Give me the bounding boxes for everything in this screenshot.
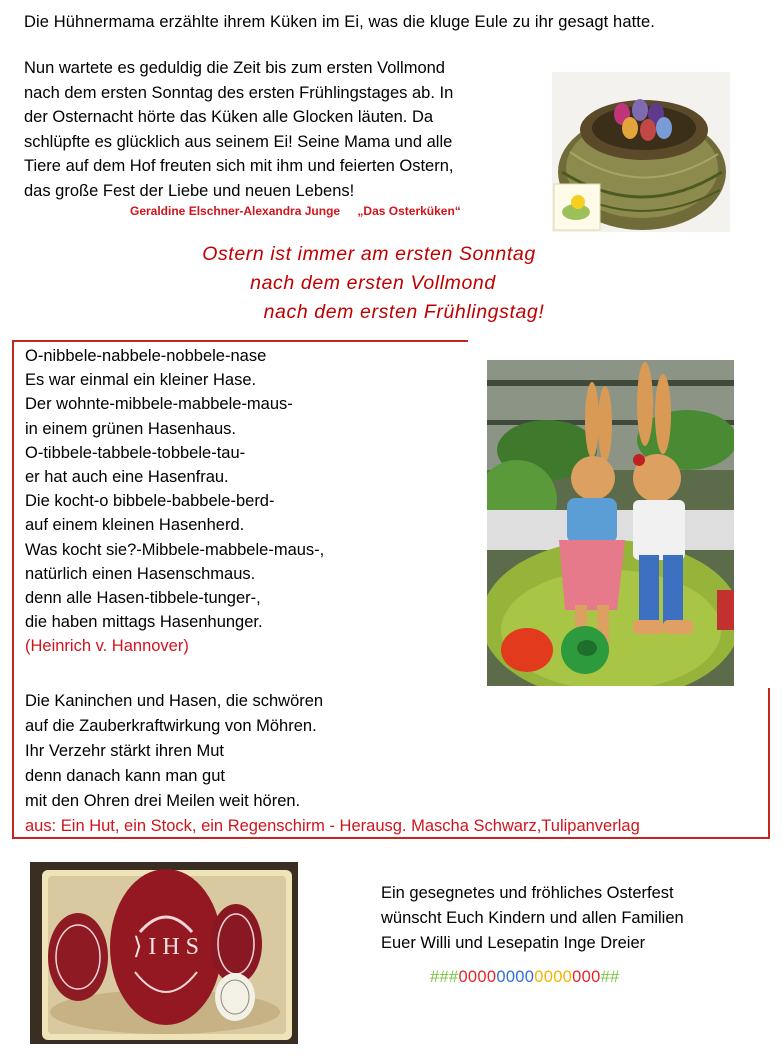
- decorated-eggs-photo: [30, 862, 298, 1044]
- easter-nest-photo: [552, 72, 730, 232]
- svg-text:⟩ I H S: ⟩ I H S: [132, 934, 200, 960]
- story-line: das große Fest der Liebe und neuen Lebens!: [24, 181, 355, 200]
- code-segment: 0000: [534, 968, 573, 986]
- colored-code-line: [430, 968, 620, 987]
- poem-line: er hat auch eine Hasenfrau.: [25, 468, 229, 487]
- greeting-line: wünscht Euch Kindern und allen Familien: [381, 909, 684, 927]
- story-line: Tiere auf dem Hof freuten sich mit ihm und feierten Ostern,: [24, 157, 454, 175]
- story-line: nach dem ersten Sonntag des ersten Frühlingstages ab. In: [24, 83, 454, 102]
- poem-line: die haben mittags Hasenhunger.: [25, 613, 263, 632]
- code-segment: ##: [600, 968, 620, 986]
- story-line: der Osternacht hörte das Küken alle Glocken läuten. Da: [24, 108, 434, 126]
- easter-rule-line: nach dem ersten Frühlingstag!: [263, 301, 545, 323]
- story-credit-author: Geraldine Elschner-Alexandra Junge: [130, 204, 341, 218]
- poem-line: denn alle Hasen-tibbele-tunger-,: [25, 589, 261, 608]
- poem-source: aus: Ein Hut, ein Stock, ein Regenschirm - Herausg. Mascha Schwarz,Tulipanverlag: [25, 817, 640, 835]
- poem-line: Es war einmal ein kleiner Hase.: [25, 371, 257, 390]
- poem-frame-top: [12, 340, 468, 342]
- poem-line: auf einem kleinen Hasenherd.: [25, 516, 245, 535]
- poem-frame-left: [12, 340, 14, 838]
- greeting-line: Ein gesegnetes und fröhliches Osterfest: [381, 884, 674, 902]
- story-paragraph: [24, 56, 544, 203]
- easter-greeting: [381, 881, 684, 956]
- story-line: schlüpfte es glücklich aus seinem Ei! Seine Mama und alle: [24, 132, 453, 151]
- code-segment: ###: [430, 968, 459, 986]
- wooden-bunnies-photo: [487, 360, 734, 686]
- code-segment: 0000: [458, 968, 497, 986]
- poem-line: Der wohnte-mibbele-mabbele-maus-: [25, 395, 293, 414]
- poem-line: O-tibbele-tabbele-tobbele-tau-: [25, 443, 246, 462]
- poem-line: auf die Zauberkraftwirkung von Möhren.: [25, 717, 317, 735]
- easter-rule: [0, 240, 782, 327]
- poem-kaninchen: [25, 689, 640, 839]
- poem-hasen: [25, 344, 324, 659]
- poem-frame-right: [768, 688, 770, 838]
- code-segment: 0000: [496, 968, 535, 986]
- poem-line: Die kocht-o bibbele-babbele-berd-: [25, 492, 275, 511]
- intro-text: Die Hühnermama erzählte ihrem Küken im Ei, was die kluge Eule zu ihr gesagt hatte.: [24, 13, 655, 31]
- greeting-line: Euer Willi und Lesepatin Inge Dreier: [381, 934, 646, 952]
- poem-line: Die Kaninchen und Hasen, die schwören: [25, 692, 324, 710]
- poem-line: in einem grünen Hasenhaus.: [25, 419, 236, 438]
- poem-line: Ihr Verzehr stärkt ihren Mut: [25, 742, 224, 760]
- poem-line: Was kocht sie?-Mibbele-mabbele-maus-,: [25, 540, 325, 559]
- poem-author: (Heinrich v. Hannover): [25, 637, 189, 656]
- poem-line: denn danach kann man gut: [25, 767, 225, 785]
- easter-rule-line: nach dem ersten Vollmond: [250, 272, 496, 294]
- easter-rule-line: Ostern ist immer am ersten Sonntag: [202, 243, 536, 265]
- story-credit-title: „Das Osterküken“: [357, 204, 461, 218]
- code-segment: 000: [572, 968, 601, 986]
- story-credit: [130, 204, 461, 218]
- poem-line: natürlich einen Hasenschmaus.: [25, 564, 256, 583]
- story-line: Nun wartete es geduldig die Zeit bis zum ersten Vollmond: [24, 59, 445, 77]
- poem-line: mit den Ohren drei Meilen weit hören.: [25, 792, 301, 810]
- poem-line: O-nibbele-nabbele-nobbele-nase: [25, 347, 267, 365]
